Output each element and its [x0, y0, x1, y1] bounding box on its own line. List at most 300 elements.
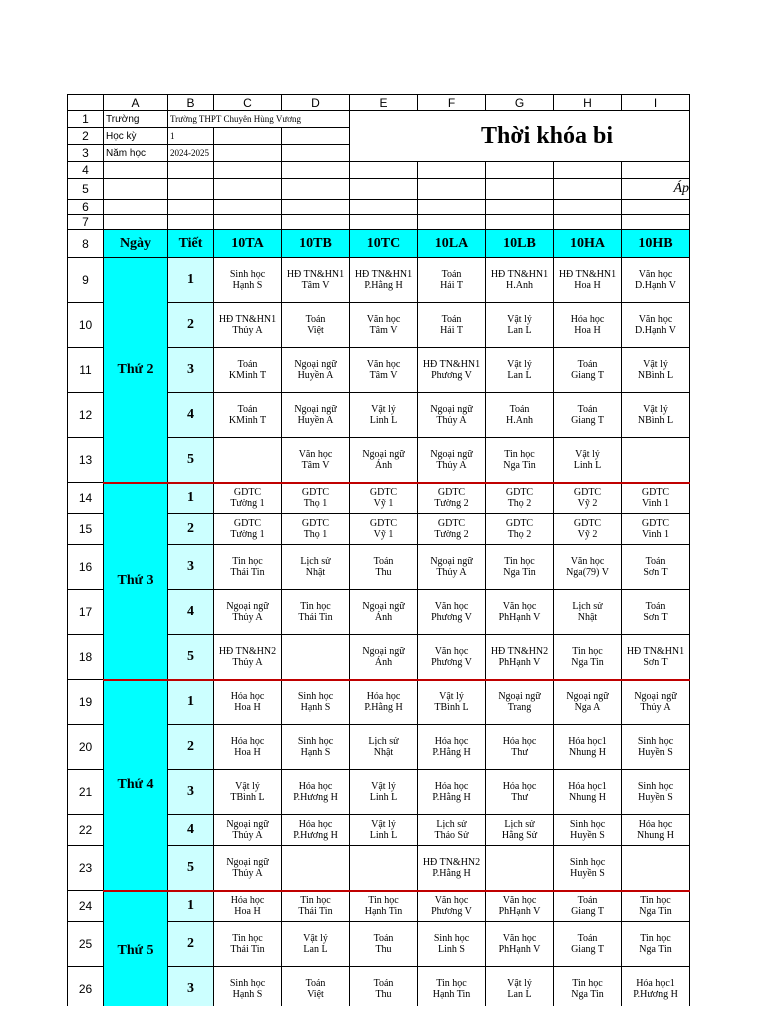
row-number[interactable]: 17: [68, 590, 104, 635]
lesson-cell[interactable]: [350, 967, 418, 1007]
column-header-d[interactable]: D: [282, 95, 350, 111]
lesson-cell[interactable]: [418, 258, 486, 303]
lesson-cell[interactable]: [350, 680, 418, 725]
period-cell[interactable]: 5: [168, 438, 214, 483]
lesson-cell[interactable]: [622, 258, 690, 303]
teacher-text: Thủy A: [436, 459, 467, 471]
subject-text: Ngoại ngữ: [362, 448, 405, 460]
lesson-cell[interactable]: [554, 815, 622, 846]
day-cell[interactable]: Thứ 4: [104, 680, 168, 891]
empty-cell[interactable]: [486, 200, 554, 215]
period-cell[interactable]: 3: [168, 967, 214, 1007]
lesson-cell[interactable]: [486, 891, 554, 922]
row-number[interactable]: 24: [68, 891, 104, 922]
lesson-cell[interactable]: [622, 922, 690, 967]
lesson-cell[interactable]: [418, 967, 486, 1007]
period-cell[interactable]: 3: [168, 545, 214, 590]
column-header-h[interactable]: H: [554, 95, 622, 111]
lesson-cell[interactable]: [282, 680, 350, 725]
subject-text: Lịch sử: [572, 601, 603, 612]
row-number[interactable]: 26: [68, 967, 104, 1007]
teacher-text: P.Hằng H: [432, 867, 471, 879]
lesson-cell[interactable]: [350, 393, 418, 438]
lesson-cell[interactable]: [554, 922, 622, 967]
lesson-cell[interactable]: [486, 590, 554, 635]
teacher-text: Thủy A: [436, 415, 467, 426]
lesson-cell[interactable]: [554, 635, 622, 680]
lesson-cell[interactable]: [486, 635, 554, 680]
lesson-cell[interactable]: [554, 891, 622, 922]
lesson-cell[interactable]: [282, 635, 350, 680]
lesson-cell[interactable]: [418, 483, 486, 514]
subject-text: Sinh học: [229, 978, 266, 989]
row-number[interactable]: 2: [68, 128, 104, 145]
row-number[interactable]: 6: [68, 200, 104, 215]
empty-cell[interactable]: [282, 215, 350, 230]
lesson-cell[interactable]: [554, 680, 622, 725]
lesson-cell[interactable]: [214, 545, 282, 590]
lesson-cell[interactable]: [486, 348, 554, 393]
lesson-cell[interactable]: [554, 483, 622, 514]
subject-text: GDTC: [573, 518, 602, 529]
row-number[interactable]: 5: [68, 179, 104, 200]
lesson-cell[interactable]: [622, 725, 690, 770]
teacher-text: Phương V: [431, 656, 472, 668]
lesson-cell[interactable]: [350, 922, 418, 967]
empty-cell[interactable]: [282, 179, 350, 200]
subject-text: Hóa học: [298, 819, 333, 830]
lesson-cell[interactable]: [486, 770, 554, 815]
lesson-cell[interactable]: [282, 922, 350, 967]
period-cell[interactable]: 3: [168, 348, 214, 393]
lesson-cell[interactable]: [486, 258, 554, 303]
lesson-cell[interactable]: [282, 590, 350, 635]
subject-text: HĐ TN&HN1: [490, 269, 549, 280]
period-cell[interactable]: 4: [168, 393, 214, 438]
row-number[interactable]: 22: [68, 815, 104, 846]
period-cell[interactable]: 1: [168, 258, 214, 303]
empty-cell[interactable]: [418, 200, 486, 215]
lesson-cell[interactable]: [214, 846, 282, 891]
empty-cell[interactable]: [554, 162, 622, 179]
empty-cell[interactable]: [554, 200, 622, 215]
teacher-text: Hạnh Tin: [364, 906, 403, 918]
empty-cell[interactable]: [214, 200, 282, 215]
lesson-cell[interactable]: [214, 891, 282, 922]
lesson-cell[interactable]: [418, 514, 486, 545]
lesson-cell[interactable]: [282, 438, 350, 483]
class-header[interactable]: 10TB: [282, 230, 350, 258]
lesson-cell[interactable]: [622, 303, 690, 348]
lesson-cell[interactable]: [350, 846, 418, 891]
lesson-cell[interactable]: [554, 846, 622, 891]
teacher-text: Thọ 2: [507, 529, 532, 540]
subtitle[interactable]: Áp: [622, 179, 690, 200]
lesson-cell[interactable]: [554, 258, 622, 303]
empty-cell[interactable]: [486, 215, 554, 230]
teacher-text: Hạnh S: [300, 702, 331, 714]
lesson-cell[interactable]: [282, 258, 350, 303]
empty-cell[interactable]: [214, 145, 282, 162]
lesson-cell[interactable]: [486, 815, 554, 846]
year-label[interactable]: Năm học: [104, 145, 168, 162]
subject-text: Sinh học: [569, 819, 606, 830]
lesson-cell[interactable]: [418, 303, 486, 348]
lesson-cell[interactable]: [418, 393, 486, 438]
lesson-cell[interactable]: [214, 590, 282, 635]
teacher-text: Vinh 1: [642, 529, 669, 540]
lesson-cell[interactable]: [282, 770, 350, 815]
subject-text: Ngoại ngữ: [294, 359, 337, 370]
subject-text: Hóa học: [230, 895, 265, 907]
lesson-cell[interactable]: [418, 770, 486, 815]
class-header[interactable]: 10TC: [350, 230, 418, 258]
lesson-cell[interactable]: [282, 514, 350, 545]
row-number[interactable]: 4: [68, 162, 104, 179]
lesson-cell[interactable]: [486, 680, 554, 725]
lesson-cell[interactable]: [486, 922, 554, 967]
row-number[interactable]: 16: [68, 545, 104, 590]
school-value[interactable]: Trường THPT Chuyên Hùng Vương: [168, 111, 350, 128]
term-label[interactable]: Học kỳ: [104, 128, 168, 145]
lesson-cell[interactable]: [214, 770, 282, 815]
lesson-cell[interactable]: [350, 635, 418, 680]
lesson-cell[interactable]: [622, 770, 690, 815]
period-cell[interactable]: 5: [168, 635, 214, 680]
term-value[interactable]: 1: [168, 128, 214, 145]
empty-cell[interactable]: [486, 162, 554, 179]
lesson-cell[interactable]: [350, 348, 418, 393]
column-header-g[interactable]: G: [486, 95, 554, 111]
empty-cell[interactable]: [214, 162, 282, 179]
subject-text: Văn học: [502, 895, 537, 907]
empty-cell[interactable]: [350, 200, 418, 215]
empty-cell[interactable]: [418, 179, 486, 200]
lesson-cell[interactable]: [486, 483, 554, 514]
lesson-cell[interactable]: [282, 483, 350, 514]
empty-cell[interactable]: [104, 215, 168, 230]
lesson-cell[interactable]: [350, 483, 418, 514]
period-cell[interactable]: 1: [168, 483, 214, 514]
lesson-cell[interactable]: [622, 393, 690, 438]
day-cell[interactable]: Thứ 5: [104, 891, 168, 1007]
subject-text: Văn học: [366, 359, 401, 370]
lesson-cell[interactable]: [214, 922, 282, 967]
class-header[interactable]: 10HA: [554, 230, 622, 258]
lesson-cell[interactable]: [350, 514, 418, 545]
column-header-e[interactable]: E: [350, 95, 418, 111]
subject-text: Hóa học: [434, 736, 469, 747]
lesson-cell[interactable]: [214, 635, 282, 680]
empty-cell[interactable]: [168, 162, 214, 179]
subject-text: Vật lý: [371, 819, 396, 830]
subject-text: Ngoại ngữ: [362, 645, 405, 657]
row-number[interactable]: 3: [68, 145, 104, 162]
corner-cell[interactable]: [68, 95, 104, 111]
class-header[interactable]: 10HB: [622, 230, 690, 258]
lesson-cell[interactable]: [622, 815, 690, 846]
row-number[interactable]: 20: [68, 725, 104, 770]
empty-cell[interactable]: [418, 162, 486, 179]
teacher-text: Tâm V: [369, 370, 398, 381]
lesson-cell[interactable]: [350, 891, 418, 922]
column-header-b[interactable]: B: [168, 95, 214, 111]
lesson-cell[interactable]: [486, 967, 554, 1007]
lesson-cell[interactable]: [486, 545, 554, 590]
empty-cell[interactable]: [214, 215, 282, 230]
empty-cell[interactable]: [622, 162, 690, 179]
lesson-cell[interactable]: [486, 846, 554, 891]
subject-text: Lịch sử: [368, 736, 399, 747]
lesson-cell[interactable]: [214, 303, 282, 348]
lesson-cell[interactable]: [350, 590, 418, 635]
teacher-text: Giang T: [571, 906, 604, 918]
teacher-text: NBình L: [637, 370, 674, 381]
row-number[interactable]: 1: [68, 111, 104, 128]
lesson-cell[interactable]: [418, 815, 486, 846]
school-label[interactable]: Trường: [104, 111, 168, 128]
lesson-cell[interactable]: [282, 545, 350, 590]
empty-cell[interactable]: [554, 179, 622, 200]
lesson-cell[interactable]: [418, 348, 486, 393]
subject-text: Vật lý: [507, 314, 532, 325]
subject-text: Sinh học: [637, 736, 674, 747]
lesson-cell[interactable]: [282, 967, 350, 1007]
row-number[interactable]: 14: [68, 483, 104, 514]
lesson-cell[interactable]: [486, 725, 554, 770]
lesson-cell[interactable]: [622, 635, 690, 680]
empty-cell[interactable]: [282, 145, 350, 162]
teacher-text: Hoa H: [234, 702, 261, 714]
lesson-cell[interactable]: [214, 483, 282, 514]
column-header-a[interactable]: A: [104, 95, 168, 111]
lesson-cell[interactable]: [214, 438, 282, 483]
subject-text: Hóa học: [502, 781, 537, 792]
lesson-cell[interactable]: [486, 514, 554, 545]
lesson-cell[interactable]: [554, 438, 622, 483]
subject-text: Tin học: [436, 978, 467, 989]
row-number[interactable]: 11: [68, 348, 104, 393]
subject-text: Tin học: [640, 933, 671, 944]
subject-text: HĐ TN&HN2: [490, 645, 549, 657]
lesson-cell[interactable]: [214, 680, 282, 725]
empty-cell[interactable]: [350, 215, 418, 230]
period-cell[interactable]: 2: [168, 725, 214, 770]
teacher-text: P.Hằng H: [364, 280, 403, 291]
row-number[interactable]: 13: [68, 438, 104, 483]
column-header-f[interactable]: F: [418, 95, 486, 111]
empty-cell[interactable]: [168, 200, 214, 215]
subject-text: Sinh học: [637, 781, 674, 792]
empty-cell[interactable]: [622, 200, 690, 215]
lesson-cell[interactable]: [282, 348, 350, 393]
lesson-cell[interactable]: [350, 438, 418, 483]
lesson-cell[interactable]: [214, 725, 282, 770]
teacher-text: KMinh T: [228, 415, 267, 426]
lesson-cell[interactable]: [350, 725, 418, 770]
lesson-cell[interactable]: [282, 846, 350, 891]
empty-cell[interactable]: [486, 179, 554, 200]
row-number[interactable]: 9: [68, 258, 104, 303]
empty-cell[interactable]: [282, 162, 350, 179]
lesson-cell[interactable]: [214, 967, 282, 1007]
row-number[interactable]: 8: [68, 230, 104, 258]
lesson-cell[interactable]: [418, 635, 486, 680]
lesson-cell[interactable]: [554, 303, 622, 348]
lesson-cell[interactable]: [282, 815, 350, 846]
lesson-cell[interactable]: [418, 846, 486, 891]
empty-cell[interactable]: [214, 179, 282, 200]
page-title[interactable]: Thời khóa bi: [350, 111, 690, 162]
subject-text: HĐ TN&HN1: [286, 269, 345, 280]
subject-text: Toán: [237, 404, 258, 415]
day-cell[interactable]: Thứ 2: [104, 258, 168, 483]
column-header-c[interactable]: C: [214, 95, 282, 111]
row-number[interactable]: 10: [68, 303, 104, 348]
lesson-cell[interactable]: [350, 303, 418, 348]
class-header[interactable]: 10LB: [486, 230, 554, 258]
row-number[interactable]: 25: [68, 922, 104, 967]
lesson-cell[interactable]: [554, 545, 622, 590]
row-number[interactable]: 19: [68, 680, 104, 725]
period-cell[interactable]: 1: [168, 680, 214, 725]
subject-text: Sinh học: [569, 856, 606, 868]
lesson-cell[interactable]: [622, 891, 690, 922]
teacher-text: Lan L: [507, 325, 532, 336]
lesson-cell[interactable]: [350, 815, 418, 846]
empty-cell[interactable]: [554, 215, 622, 230]
teacher-text: Tường 2: [434, 498, 469, 510]
lesson-cell[interactable]: [622, 590, 690, 635]
empty-cell[interactable]: [282, 200, 350, 215]
subject-text: Lịch sử: [504, 819, 535, 830]
subject-text: Vật lý: [507, 359, 532, 370]
subject-text: Sinh học: [297, 691, 334, 703]
empty-cell[interactable]: [168, 179, 214, 200]
teacher-text: Nga Tin: [503, 567, 536, 578]
lesson-cell[interactable]: [282, 303, 350, 348]
empty-cell[interactable]: [350, 179, 418, 200]
period-cell[interactable]: 2: [168, 922, 214, 967]
lesson-cell[interactable]: [486, 393, 554, 438]
period-cell[interactable]: 1: [168, 891, 214, 922]
lesson-cell[interactable]: [554, 725, 622, 770]
lesson-cell[interactable]: [554, 393, 622, 438]
lesson-cell[interactable]: [554, 770, 622, 815]
empty-cell[interactable]: [350, 162, 418, 179]
lesson-cell[interactable]: [214, 393, 282, 438]
lesson-cell[interactable]: [622, 545, 690, 590]
lesson-cell[interactable]: [622, 846, 690, 891]
row-number[interactable]: 7: [68, 215, 104, 230]
row-number[interactable]: 23: [68, 846, 104, 891]
subject-text: Tin học: [232, 556, 263, 567]
subject-text: GDTC: [437, 518, 466, 529]
year-value[interactable]: 2024-2025: [168, 145, 214, 162]
lesson-cell[interactable]: [418, 891, 486, 922]
lesson-cell[interactable]: [282, 725, 350, 770]
lesson-cell[interactable]: [486, 438, 554, 483]
lesson-cell[interactable]: [214, 258, 282, 303]
empty-cell[interactable]: [214, 128, 282, 145]
row-number[interactable]: 18: [68, 635, 104, 680]
lesson-cell[interactable]: [418, 590, 486, 635]
period-cell[interactable]: 3: [168, 770, 214, 815]
column-header-i[interactable]: I: [622, 95, 690, 111]
lesson-cell[interactable]: [418, 438, 486, 483]
period-cell[interactable]: 4: [168, 815, 214, 846]
teacher-text: Lan L: [507, 989, 532, 1000]
lesson-cell[interactable]: [350, 770, 418, 815]
row-number[interactable]: 15: [68, 514, 104, 545]
lesson-cell[interactable]: [622, 514, 690, 545]
timetable-grid: [67, 94, 690, 1006]
class-header[interactable]: 10TA: [214, 230, 282, 258]
lesson-cell[interactable]: [214, 348, 282, 393]
lesson-cell[interactable]: [622, 348, 690, 393]
subject-text: Hóa học: [366, 691, 401, 703]
lesson-cell[interactable]: [554, 590, 622, 635]
empty-cell[interactable]: [104, 162, 168, 179]
row-number[interactable]: 12: [68, 393, 104, 438]
lesson-cell[interactable]: [350, 258, 418, 303]
subject-text: Tin học: [300, 895, 331, 907]
lesson-cell[interactable]: [418, 680, 486, 725]
lesson-cell[interactable]: [554, 967, 622, 1007]
lesson-cell[interactable]: [622, 967, 690, 1007]
empty-cell[interactable]: [168, 215, 214, 230]
spreadsheet: [67, 94, 691, 1006]
lesson-cell[interactable]: [282, 393, 350, 438]
empty-cell[interactable]: [282, 128, 350, 145]
teacher-text: Lan L: [303, 944, 328, 955]
lesson-cell[interactable]: [622, 680, 690, 725]
empty-cell[interactable]: [104, 200, 168, 215]
lesson-cell[interactable]: [622, 438, 690, 483]
teacher-text: Hoa H: [234, 906, 261, 918]
subject-text: Lịch sử: [300, 556, 331, 567]
period-header[interactable]: Tiết: [168, 230, 214, 258]
lesson-cell[interactable]: [418, 545, 486, 590]
teacher-text: P.Hằng H: [432, 792, 471, 803]
lesson-cell[interactable]: [282, 891, 350, 922]
lesson-cell[interactable]: [418, 725, 486, 770]
teacher-text: Nhật: [305, 567, 326, 578]
period-cell[interactable]: 2: [168, 303, 214, 348]
subject-text: Ngoại ngữ: [498, 691, 541, 703]
lesson-cell[interactable]: [554, 514, 622, 545]
empty-cell[interactable]: [622, 215, 690, 230]
period-cell[interactable]: 2: [168, 514, 214, 545]
class-header[interactable]: 10LA: [418, 230, 486, 258]
empty-cell[interactable]: [104, 179, 168, 200]
empty-cell[interactable]: [418, 215, 486, 230]
lesson-cell[interactable]: [554, 348, 622, 393]
teacher-text: Hải T: [440, 325, 463, 336]
lesson-cell[interactable]: [418, 922, 486, 967]
lesson-cell[interactable]: [214, 514, 282, 545]
lesson-cell[interactable]: [486, 303, 554, 348]
period-cell[interactable]: 4: [168, 590, 214, 635]
lesson-cell[interactable]: [350, 545, 418, 590]
teacher-text: P.Hương H: [293, 830, 338, 841]
day-header[interactable]: Ngày: [104, 230, 168, 258]
lesson-cell[interactable]: [622, 483, 690, 514]
day-cell[interactable]: Thứ 3: [104, 483, 168, 680]
row-number[interactable]: 21: [68, 770, 104, 815]
period-cell[interactable]: 5: [168, 846, 214, 891]
lesson-cell[interactable]: [214, 815, 282, 846]
